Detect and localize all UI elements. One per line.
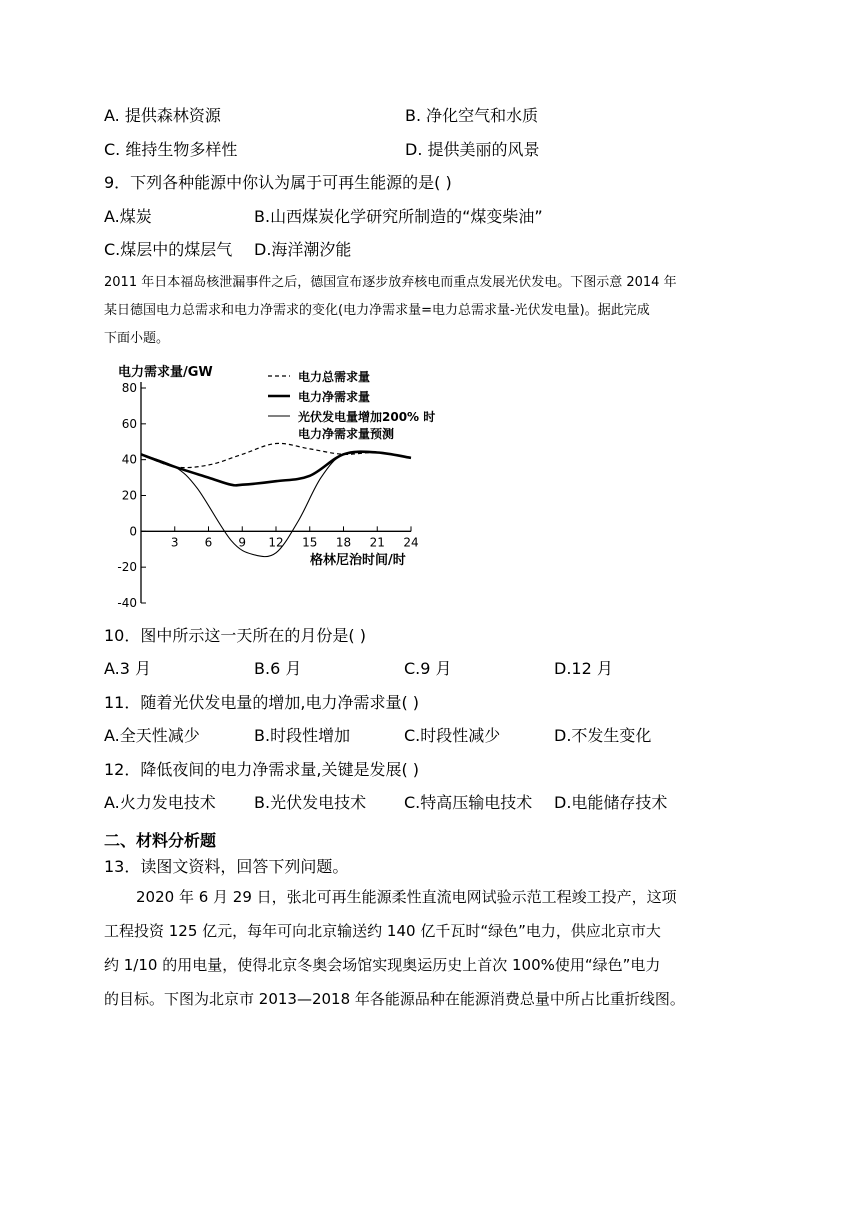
x-tick-label: 24 <box>403 535 419 550</box>
y-tick-label: -40 <box>117 596 137 610</box>
material-paragraph <box>104 880 764 1016</box>
section-heading: 二、材料分析题 <box>104 831 217 850</box>
electricity-demand-chart <box>100 358 440 618</box>
material-line: 的目标。下图为北京市 2013—2018 年各能源品种在能源消费总量中所占比重折线图。 <box>104 990 685 1008</box>
q10-option-a: A.3 月 <box>104 659 152 678</box>
q9-option-a: A.煤炭 <box>104 207 152 226</box>
q12-stem: 12．降低夜间的电力净需求量,关键是发展( ) <box>104 760 420 779</box>
y-tick-label: 40 <box>121 452 137 467</box>
legend-total-demand: 电力总需求量 <box>298 370 371 384</box>
x-tick-label: 6 <box>204 535 213 550</box>
x-tick-label: 9 <box>238 535 247 550</box>
q11-stem: 11．随着光伏发电量的增加,电力净需求量( ) <box>104 693 420 712</box>
series-line-bold <box>141 452 411 486</box>
q12-option-b: B.光伏发电技术 <box>254 793 367 812</box>
q11-option-c: C.时段性减少 <box>404 726 501 745</box>
y-tick-label: -20 <box>117 560 137 575</box>
legend-net-demand: 电力净需求量 <box>298 390 371 404</box>
q10-option-b: B.6 月 <box>254 659 302 678</box>
series-line-dashed <box>141 443 411 467</box>
q9-stem: 9．下列各种能源中你认为属于可再生能源的是( ) <box>104 173 452 192</box>
x-tick-label: 15 <box>302 535 318 550</box>
chart-x-axis-label: 格林尼治时间/时 <box>310 553 406 568</box>
q13-stem: 13．读图文资料，回答下列问题。 <box>104 857 349 876</box>
q9-option-b: B.山西煤炭化学研究所制造的“煤变柴油” <box>254 207 543 226</box>
legend-forecast-line2: 电力净需求量预测 <box>298 427 395 441</box>
y-tick-label: 60 <box>121 416 137 431</box>
q8-option-b: B. 净化空气和水质 <box>405 106 539 125</box>
y-tick-label: 80 <box>121 381 137 395</box>
x-tick-label: 21 <box>369 535 385 550</box>
y-tick-label: 0 <box>129 524 137 539</box>
x-tick-label: 3 <box>170 535 179 550</box>
q12-option-c: C.特高压输电技术 <box>404 793 533 812</box>
q8-option-d: D. 提供美丽的风景 <box>405 140 540 159</box>
y-tick-label: 20 <box>121 488 137 503</box>
material-line: 工程投资 125 亿元，每年可向北京输送约 140 亿千瓦时“绿色”电力，供应北京市大 <box>104 922 661 940</box>
material-line: 2020 年 6 月 29 日，张北可再生能源柔性直流电网试验示范工程竣工投产，这项 <box>136 888 677 906</box>
chart-legend <box>268 369 435 441</box>
q12-option-a: A.火力发电技术 <box>104 793 216 812</box>
q10-stem: 10．图中所示这一天所在的月份是( ) <box>104 626 366 645</box>
x-tick-label: 12 <box>268 535 284 550</box>
legend-forecast-line1: 光伏发电量增加200% 时 <box>298 410 436 424</box>
passage-line-3: 下面小题。 <box>104 331 170 346</box>
q11-option-b: B.时段性增加 <box>254 726 351 745</box>
q12-option-d: D.电能储存技术 <box>554 793 668 812</box>
x-tick-label: 18 <box>335 535 352 550</box>
q9-option-d: D.海洋潮汐能 <box>254 240 352 259</box>
q11-option-d: D.不发生变化 <box>554 726 652 745</box>
chart-y-axis-label: 电力需求量/GW <box>118 365 213 380</box>
material-line: 约 1/10 的用电量，使得北京冬奥会场馆实现奥运历史上首次 100%使用“绿色”电力 <box>104 956 661 974</box>
q8-option-c: C. 维持生物多样性 <box>104 140 238 159</box>
passage-line-1: 2011 年日本福岛核泄漏事件之后，德国宣布逐步放弃核电而重点发展光伏发电。下图示意 2014 年 <box>104 275 677 290</box>
q9-option-c: C.煤层中的煤层气 <box>104 240 233 259</box>
q11-option-a: A.全天性减少 <box>104 726 200 745</box>
q8-option-a: A. 提供森林资源 <box>104 106 221 125</box>
q10-option-d: D.12 月 <box>554 659 613 678</box>
passage-line-2: 某日德国电力总需求和电力净需求的变化(电力净需求量=电力总需求量-光伏发电量)。据此完成 <box>104 303 650 318</box>
q10-option-c: C.9 月 <box>404 659 452 678</box>
